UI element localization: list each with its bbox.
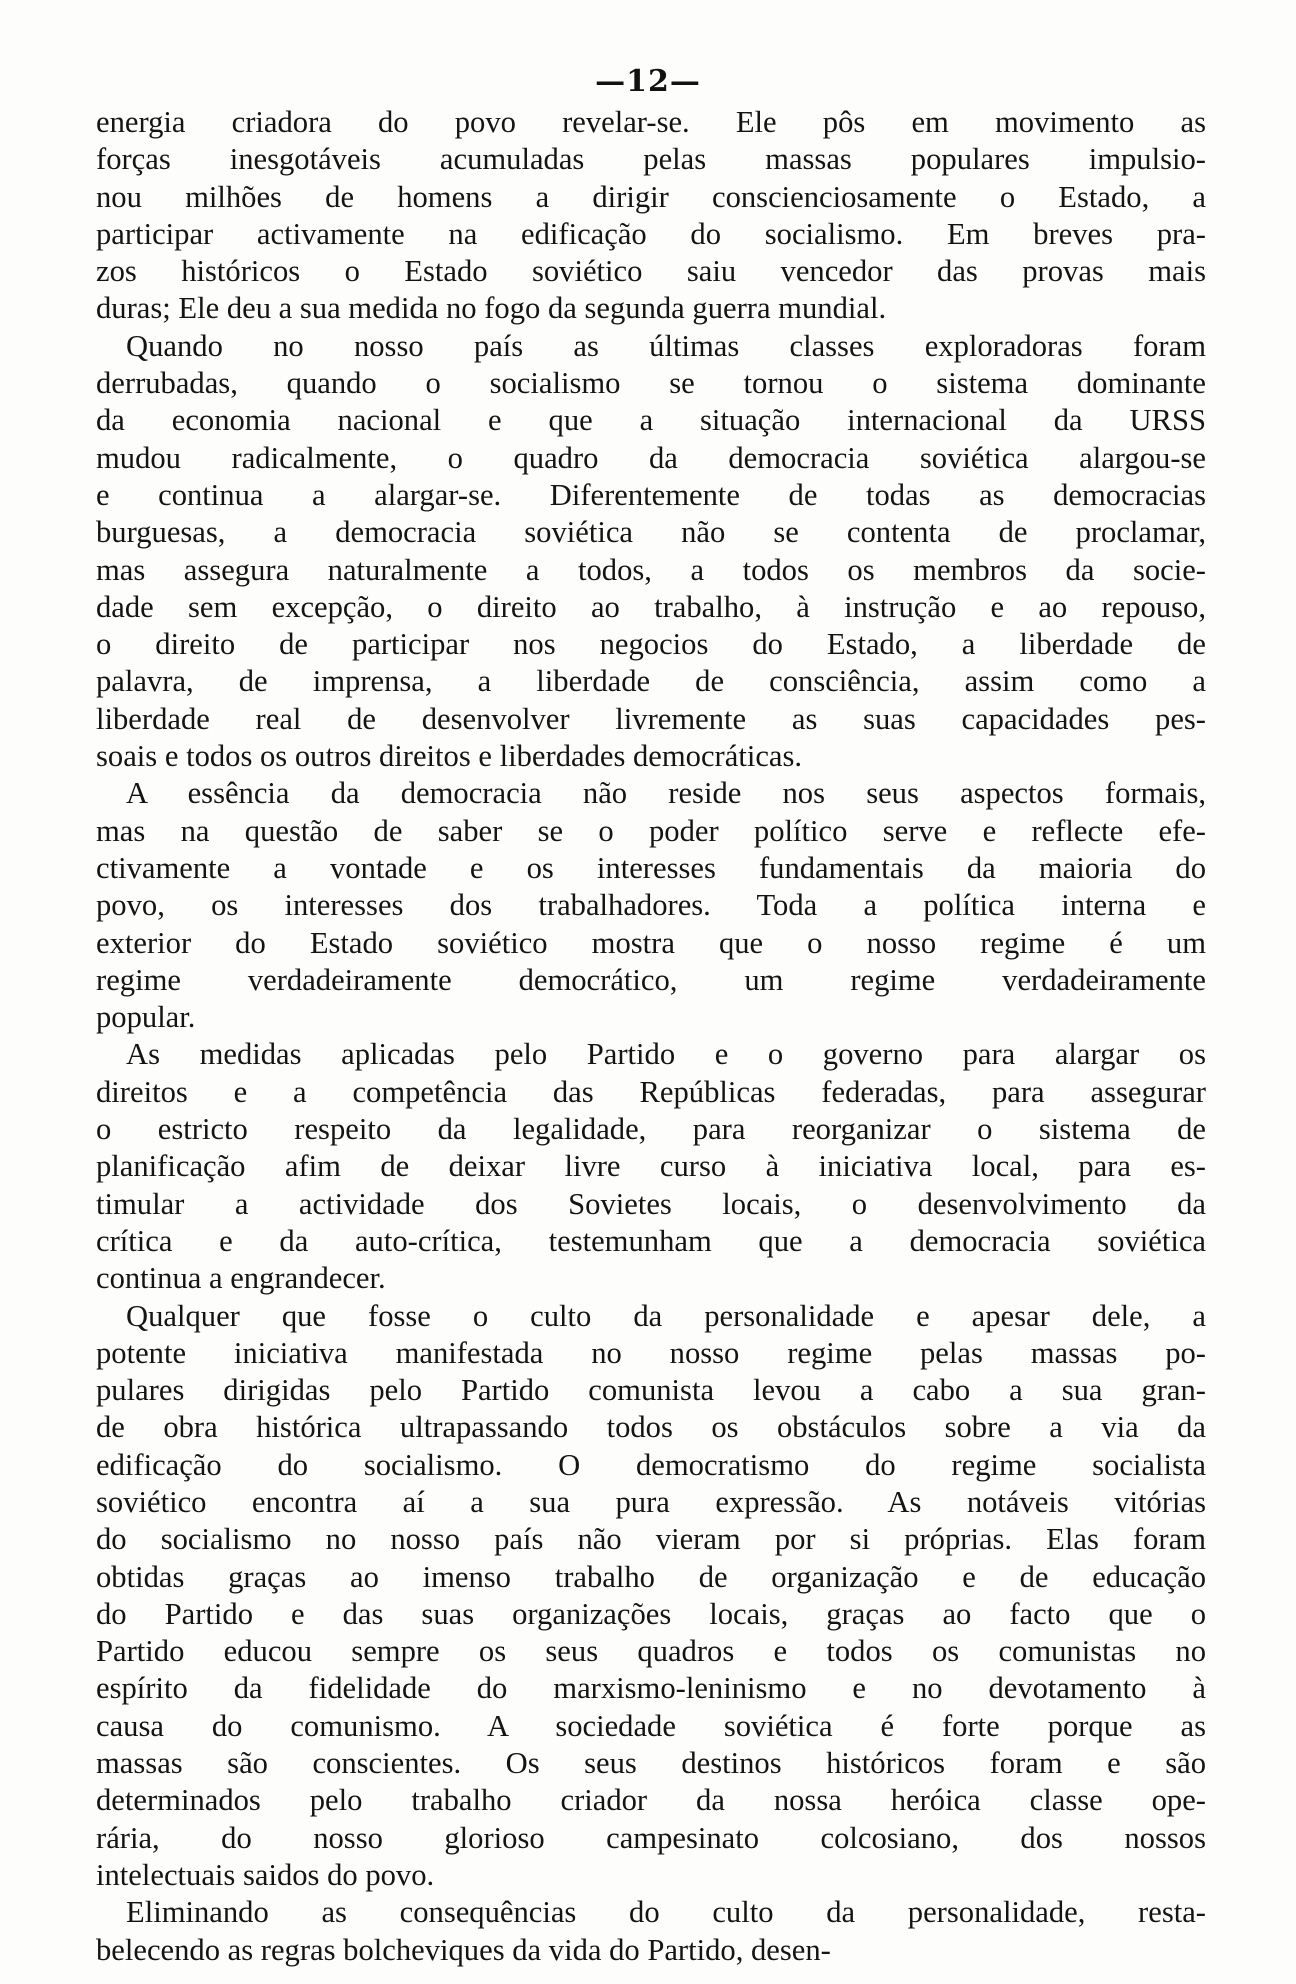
text-line: duras; Ele deu a sua medida no fogo da segunda guerra mundial. [96, 291, 887, 326]
text-line: pulares dirigidas pelo Partido comunista levou a cabo a sua gran- [96, 1373, 1206, 1408]
text-line: mas na questão de saber se o poder político serve e reflecte efe- [96, 813, 1206, 848]
text-line: planificação afim de deixar livre curso à iniciativa local, para es- [96, 1149, 1206, 1184]
text-line: Qualquer que fosse o culto da personalidade e apesar dele, a [126, 1298, 1206, 1333]
text-line: da economia nacional e que a situação internacional da URSS [96, 403, 1206, 438]
text-line: belecendo as regras bolcheviques da vida do Partido, desen- [96, 1932, 831, 1967]
text-line: direitos e a competência das Repúblicas federadas, para assegurar [96, 1074, 1206, 1109]
text-line: ctivamente a vontade e os interesses fundamentais da maioria do [96, 850, 1206, 885]
text-line: nou milhões de homens a dirigir conscienciosamente o Estado, a [96, 179, 1206, 214]
text-line: o direito de participar nos negocios do Estado, a liberdade de [96, 627, 1206, 662]
text-line: regime verdadeiramente democrático, um regime verdadeiramente [96, 962, 1206, 997]
text-line: timular a actividade dos Sovietes locais, o desenvolvimento da [96, 1186, 1206, 1221]
text-line: soais e todos os outros direitos e liberdades democráticas. [96, 739, 803, 774]
text-line: do socialismo no nosso país não vieram por si próprias. Elas foram [96, 1522, 1206, 1557]
body-text [96, 104, 1206, 1969]
text-line: derrubadas, quando o socialismo se tornou o sistema dominante [96, 366, 1206, 401]
paragraph [96, 775, 1206, 1036]
paragraph [96, 1298, 1206, 1895]
text-line: povo, os interesses dos trabalhadores. Toda a política interna e [96, 888, 1206, 923]
text-line: edificação do socialismo. O democratismo do regime socialista [96, 1447, 1206, 1482]
text-line: obtidas graças ao imenso trabalho de organização e de educação [96, 1559, 1206, 1594]
text-line: forças inesgotáveis acumuladas pelas massas populares impulsio- [96, 142, 1206, 177]
paragraph [96, 328, 1206, 776]
text-line: rária, do nosso glorioso campesinato colcosiano, dos nossos [96, 1820, 1206, 1855]
text-line: Eliminando as consequências do culto da personalidade, resta- [126, 1895, 1206, 1930]
page-number: —12— [595, 64, 701, 99]
text-line: determinados pelo trabalho criador da nossa heróica classe ope- [96, 1783, 1206, 1818]
text-line: energia criadora do povo revelar-se. Ele pôs em movimento as [96, 105, 1206, 139]
text-line: popular. [96, 1000, 196, 1035]
text-line: exterior do Estado soviético mostra que o nosso regime é um [96, 925, 1206, 960]
text-line: dade sem excepção, o direito ao trabalho, à instrução e ao repouso, [96, 589, 1206, 624]
text-line: massas são conscientes. Os seus destinos históricos foram e são [96, 1746, 1206, 1781]
text-line: potente iniciativa manifestada no nosso regime pelas massas po- [96, 1335, 1206, 1370]
paragraph [96, 1036, 1206, 1297]
text-line: Partido educou sempre os seus quadros e todos os comunistas no [96, 1634, 1206, 1669]
text-line: do Partido e das suas organizações locais, graças ao facto que o [96, 1596, 1206, 1631]
text-line: zos históricos o Estado soviético saiu vencedor das provas mais [96, 254, 1206, 289]
text-line: participar activamente na edificação do socialismo. Em breves pra- [96, 216, 1206, 251]
text-line: espírito da fidelidade do marxismo-leninismo e no devotamento à [96, 1671, 1206, 1706]
text-line: e continua a alargar-se. Diferentemente de todas as democracias [96, 477, 1206, 512]
text-line: o estricto respeito da legalidade, para reorganizar o sistema de [96, 1112, 1206, 1147]
text-line: intelectuais saidos do povo. [96, 1857, 435, 1892]
text-line: causa do comunismo. A sociedade soviética é forte porque as [96, 1708, 1206, 1743]
paragraph [96, 1894, 1206, 1969]
text-line: de obra histórica ultrapassando todos os obstáculos sobre a via da [96, 1410, 1206, 1445]
paragraph [96, 104, 1206, 328]
text-line: crítica e da auto-crítica, testemunham que a democracia soviética [96, 1223, 1206, 1258]
text-line: soviético encontra aí a sua pura expressão. As notáveis vitórias [96, 1484, 1206, 1519]
text-line: A essência da democracia não reside nos seus aspectos formais, [126, 776, 1206, 811]
text-line: Quando no nosso país as últimas classes exploradoras foram [126, 328, 1206, 363]
text-line: continua a engrandecer. [96, 1261, 386, 1296]
text-line: palavra, de imprensa, a liberdade de consciência, assim como a [96, 664, 1206, 699]
text-line: mas assegura naturalmente a todos, a todos os membros da socie- [96, 552, 1206, 587]
text-line: burguesas, a democracia soviética não se contenta de proclamar, [96, 515, 1206, 550]
text-line: mudou radicalmente, o quadro da democracia soviética alargou-se [96, 440, 1206, 475]
text-line: As medidas aplicadas pelo Partido e o governo para alargar os [126, 1037, 1206, 1072]
text-line: liberdade real de desenvolver livremente as suas capacidades pes- [96, 701, 1206, 736]
